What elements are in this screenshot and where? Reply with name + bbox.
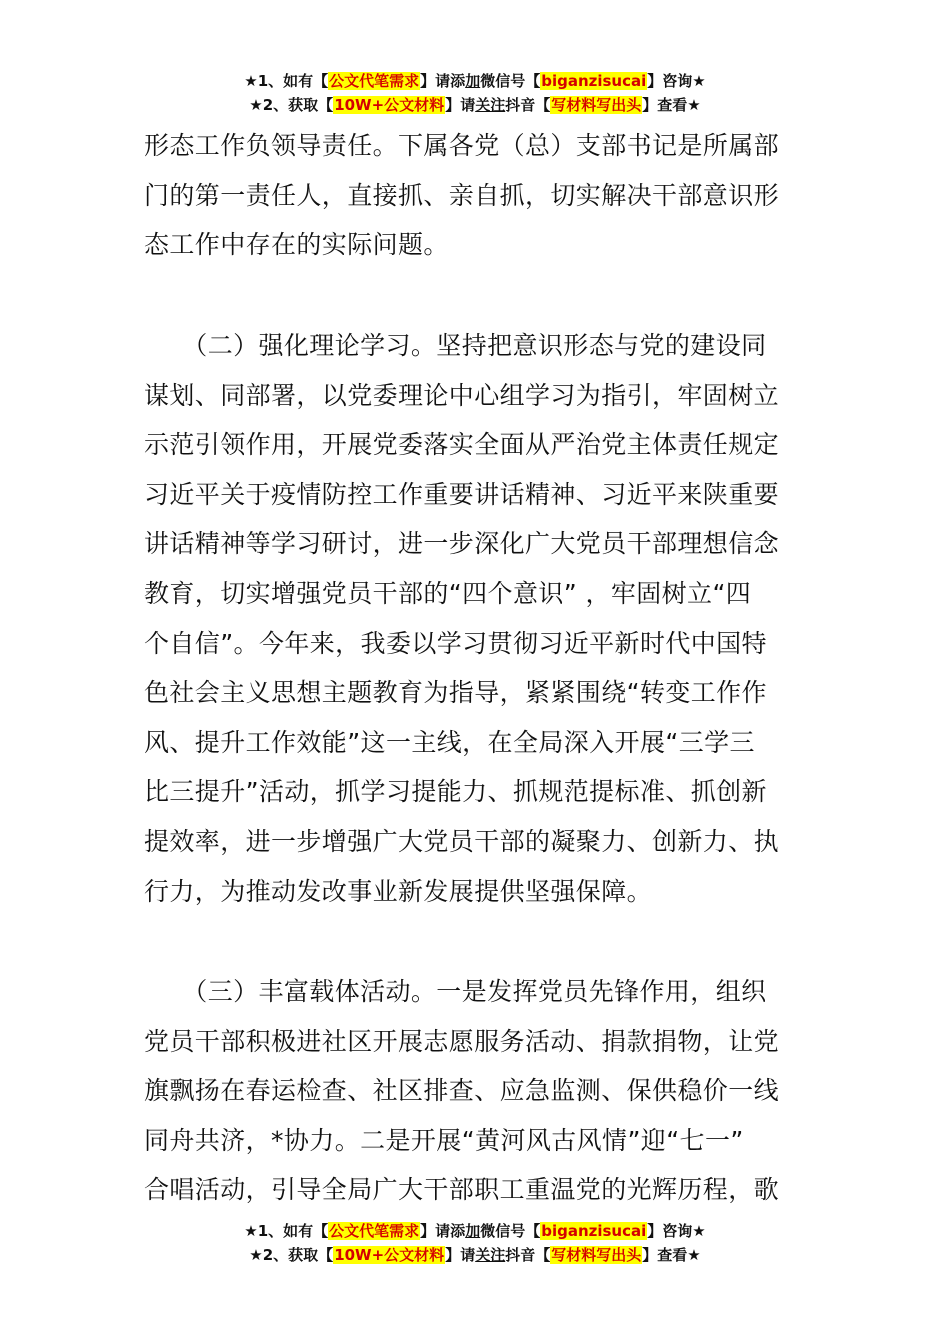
text-line: 形态工作负领导责任。下属各党（总）支部书记是所属部 [144, 131, 780, 160]
notice-text: ★1、如有【 [244, 72, 329, 90]
text-line: 色社会主义思想主题教育为指导，紧紧围绕“转变工作作 [144, 678, 767, 708]
notice-text: ★1、如有【 [244, 1222, 329, 1240]
notice-underlined-text: 加 [465, 1222, 481, 1240]
header-notice [0, 69, 950, 117]
text-line: 旗飘扬在春运检查、社区排查、应急监测、保供稳价一线 [144, 1076, 780, 1106]
highlight-douyin-account: 写材料写出头 [551, 1246, 642, 1264]
text-line: （三）丰富载体活动。一是发挥党员先锋作用，组织 [144, 977, 767, 1006]
highlight-materials: 10W+公文材料 [334, 1246, 445, 1264]
footer-notice-line-1 [0, 1219, 950, 1243]
notice-text: 】查看★ [642, 96, 701, 114]
text-line: 合唱活动，引导全局广大干部职工重温党的光辉历程，歌 [144, 1175, 780, 1205]
notice-text: 】咨询★ [647, 72, 706, 90]
text-line: （二）强化理论学习。坚持把意识形态与党的建设同 [144, 331, 767, 360]
notice-text: 】查看★ [642, 1246, 701, 1264]
text-line: 同舟共济，*协力。二是开展“黄河风古风情”迎“七一” [144, 1125, 744, 1155]
notice-text: 抖音【 [505, 1246, 551, 1264]
paragraph-activities [144, 967, 810, 1215]
text-line: 讲话精神等学习研讨，进一步深化广大党员干部理想信念 [144, 529, 780, 559]
text-line: 个自信”。今年来，我委以学习贯彻习近平新时代中国特 [144, 628, 767, 658]
notice-text: 微信号【 [480, 72, 541, 90]
highlight-materials: 10W+公文材料 [334, 96, 445, 114]
text-line: 教育，切实增强党员干部的“四个意识” ，牢固树立“四 [144, 578, 752, 608]
notice-text: ★2、获取【 [249, 1246, 334, 1264]
notice-text: 抖音【 [505, 96, 551, 114]
notice-text: ★2、获取【 [249, 96, 334, 114]
text-line: 风、提升工作效能”这一主线，在全局深入开展“三学三 [144, 727, 755, 757]
highlight-douyin-account: 写材料写出头 [551, 96, 642, 114]
highlight-wechat-id: biganzisucai [541, 1222, 647, 1240]
highlight-service: 公文代笔需求 [329, 1222, 420, 1240]
header-notice-line-1 [0, 69, 950, 93]
notice-text: 】请添 [420, 1222, 466, 1240]
highlight-service: 公文代笔需求 [329, 72, 420, 90]
notice-text: 】请添 [420, 72, 466, 90]
footer-notice [0, 1219, 950, 1267]
footer-notice-line-2 [0, 1243, 950, 1267]
text-line: 态工作中存在的实际问题。 [144, 230, 449, 260]
notice-text: 微信号【 [480, 1222, 541, 1240]
notice-text: 】咨询★ [647, 1222, 706, 1240]
text-line: 行力，为推动发改事业新发展提供坚强保障。 [144, 876, 653, 906]
notice-text: 】请 [445, 1246, 476, 1264]
text-line: 比三提升”活动，抓学习提能力、抓规范提标准、抓创新 [144, 777, 767, 807]
header-notice-line-2 [0, 93, 950, 117]
notice-text: 】请 [445, 96, 476, 114]
text-line: 示范引领作用，开展党委落实全面从严治党主体责任规定 [144, 430, 780, 460]
highlight-wechat-id: biganzisucai [541, 72, 647, 90]
text-line: 习近平关于疫情防控工作重要讲话精神、习近平来陕重要 [144, 479, 780, 509]
notice-underlined-text: 关注 [475, 1246, 506, 1264]
text-line: 谋划、同部署，以党委理论中心组学习为指引，牢固树立 [144, 380, 780, 410]
notice-underlined-text: 加 [465, 72, 481, 90]
paragraph-theory-study [144, 321, 810, 916]
paragraph-continuation [144, 121, 810, 270]
text-line: 提效率，进一步增强广大党员干部的凝聚力、创新力、执 [144, 826, 780, 856]
notice-underlined-text: 关注 [475, 96, 506, 114]
text-line: 门的第一责任人，直接抓、亲自抓，切实解决干部意识形 [144, 180, 780, 210]
text-line: 党员干部积极进社区开展志愿服务活动、捐款捐物，让党 [144, 1026, 780, 1056]
